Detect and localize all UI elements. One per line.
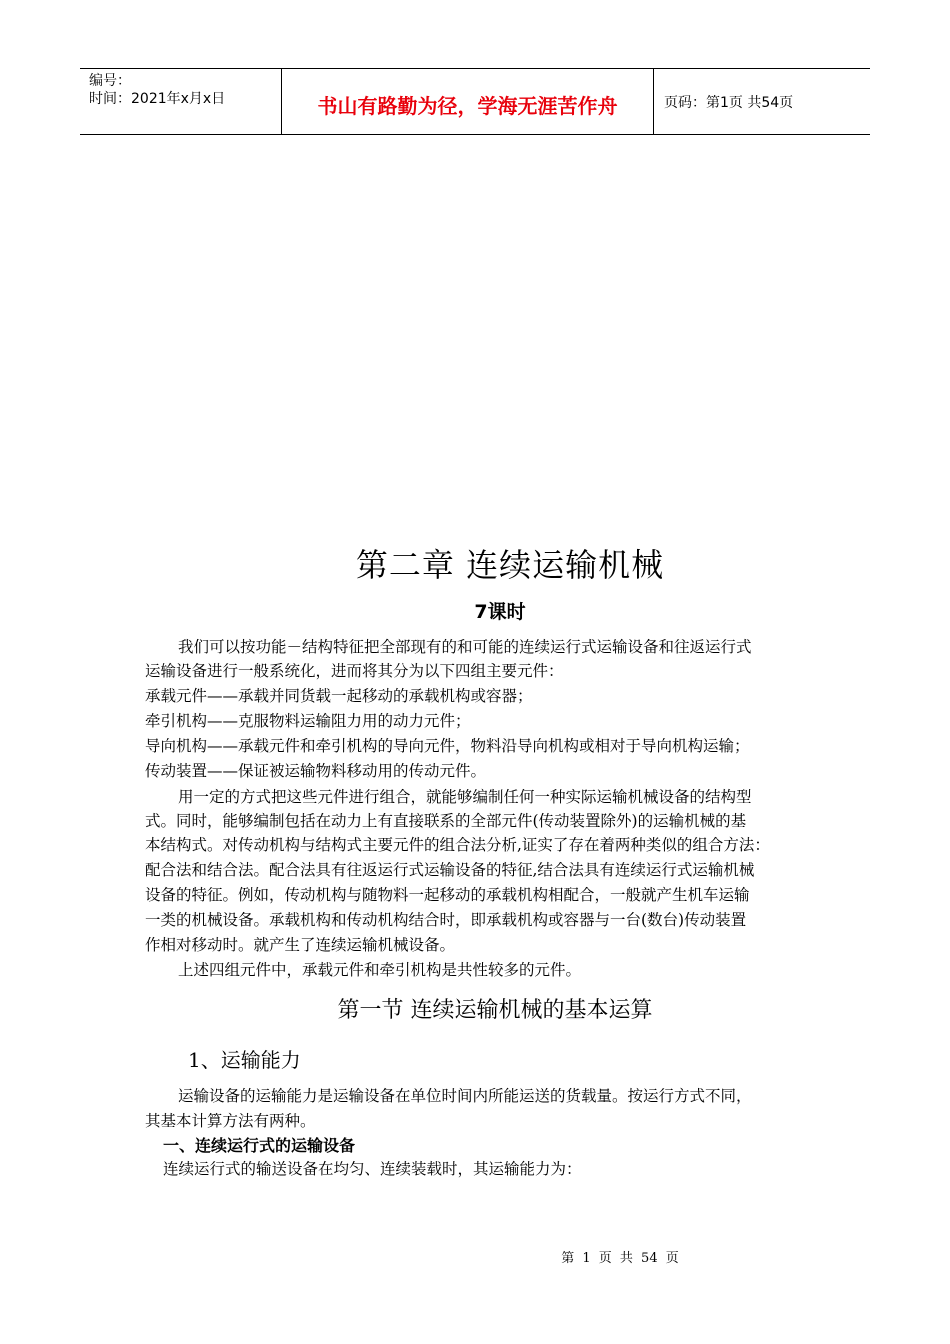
section-text-line: 运输设备的运输能力是运输设备在单位时间内所能运送的货载量。按运行方式不同，	[178, 1087, 752, 1105]
section-text-line: 连续运行式的输送设备在均匀、连续装载时，其运输能力为：	[163, 1160, 582, 1178]
paragraph-line: 本结构式。对传动机构与结构式主要元件的组合法分析,证实了存在着两种类似的组合方法：	[145, 836, 770, 854]
header-page-info: 页码：第1页 共54页	[664, 94, 794, 111]
intro-line: 承载元件——承载并同货载一起移动的承载机构或容器；	[145, 687, 533, 705]
paragraph-line: 用一定的方式把这些元件进行组合，就能够编制任何一种实际运输机械设备的结构型	[178, 788, 752, 806]
header-motto: 书山有路勤为径，学海无涯苦作舟	[282, 69, 654, 134]
chapter-hours: 7课时	[474, 601, 526, 623]
paragraph-line: 上述四组元件中，承载元件和牵引机构是共性较多的元件。	[178, 961, 582, 979]
section-text-line: 其基本计算方法有两种。	[145, 1112, 316, 1130]
intro-line: 导向机构——承载元件和牵引机构的导向元件，物料沿导向机构或相对于导向机构运输；	[145, 737, 750, 755]
document-time-label: 时间：2021年x月x日	[89, 91, 226, 107]
document-number-label: 编号：	[89, 73, 131, 89]
paragraph-line: 配合法和结合法。配合法具有往返运行式运输设备的特征,结合法具有连续运行式运输机械	[145, 861, 755, 879]
chapter-title: 第二章 连续运输机械	[355, 546, 665, 584]
paragraph-line: 作相对移动时。就产生了连续运输机械设备。	[145, 936, 456, 954]
intro-line: 运输设备进行一般系统化，进而将其分为以下四组主要元件：	[145, 662, 564, 680]
paragraph-line: 一类的机械设备。承载机构和传动机构结合时，即承载机构或容器与一台(数台)传动装置	[145, 911, 747, 929]
intro-line: 我们可以按功能－结构特征把全部现有的和可能的连续运行式运输设备和往返运行式	[178, 638, 752, 656]
paragraph-line: 设备的特征。例如，传动机构与随物料一起移动的承载机构相配合，一般就产生机车运输	[145, 886, 750, 904]
page-footer: 第 1 页 共 54 页	[561, 1251, 679, 1266]
paragraph-line: 式。同时，能够编制包括在动力上有直接联系的全部元件(传动装置除外)的运输机械的基	[145, 812, 747, 830]
intro-line: 牵引机构——克服物料运输阻力用的动力元件；	[145, 712, 471, 730]
header-meta-cell	[80, 69, 282, 134]
page-header	[80, 68, 870, 135]
section-title: 第一节 连续运输机械的基本运算	[337, 998, 653, 1023]
subsection-title: 1、运输能力	[188, 1048, 301, 1072]
intro-line: 传动装置——保证被运输物料移动用的传动元件。	[145, 762, 487, 780]
bold-heading: 一、连续运行式的运输设备	[163, 1136, 356, 1155]
